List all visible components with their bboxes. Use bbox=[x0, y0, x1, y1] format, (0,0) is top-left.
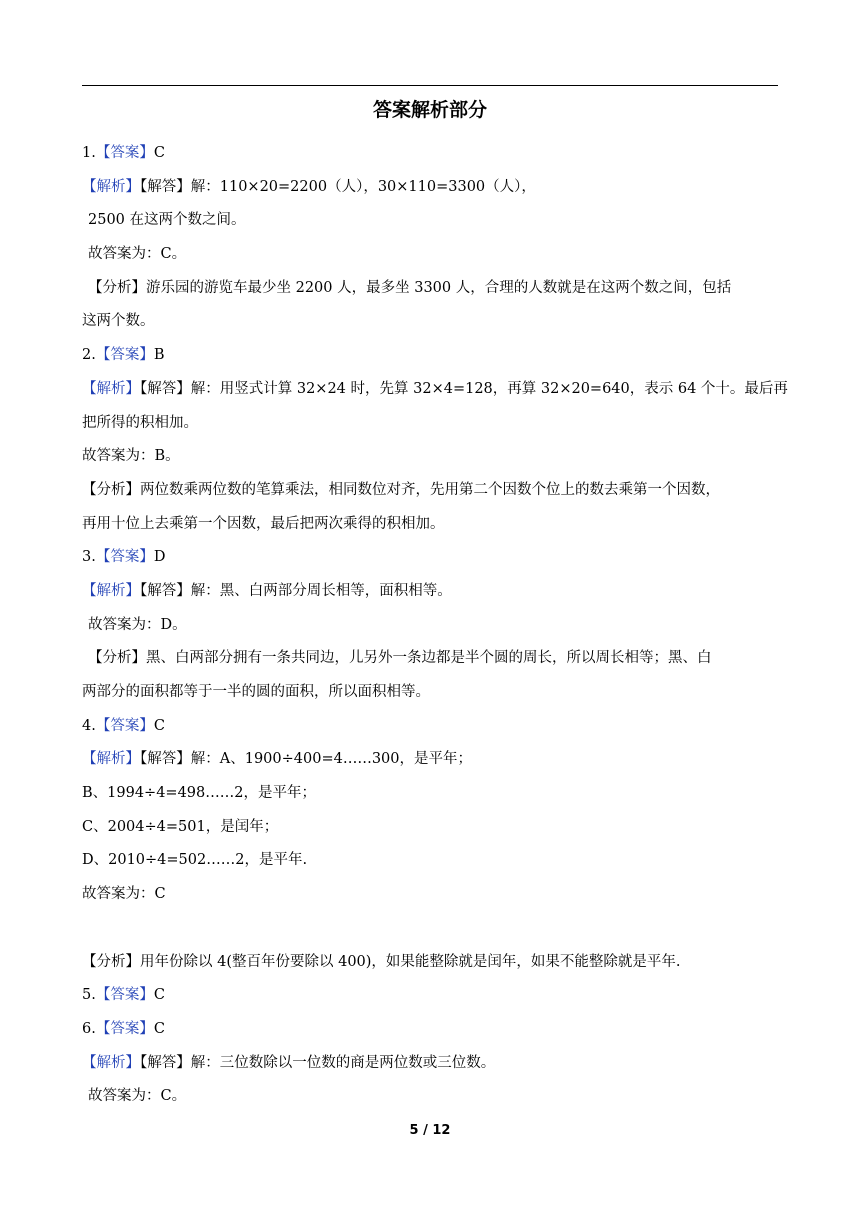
q6-answer-line bbox=[82, 1013, 782, 1047]
q2-text-1: 【解答】解：用竖式计算 32×24 时，先算 32×4=128，再算 32×20=640，表示 64 个十。最后再 bbox=[140, 380, 788, 397]
q4-solution-line bbox=[82, 743, 782, 777]
q1-text-5: 这两个数。 bbox=[82, 313, 155, 330]
q3-answer-tag: 【答案】 bbox=[95, 549, 154, 566]
q4-answer-tag: 【答案】 bbox=[95, 717, 154, 734]
q4-text-3: C、2004÷4=501，是闰年； bbox=[82, 818, 279, 835]
q3-text-4: 两部分的面积都等于一半的圆的面积，所以面积相等。 bbox=[82, 684, 430, 700]
q1-answer-tag: 【答案】 bbox=[95, 145, 154, 161]
q3-number: 3. bbox=[82, 549, 96, 566]
q6-solution-line bbox=[82, 1047, 782, 1081]
q1-number: 1. bbox=[82, 145, 96, 161]
q5-answer-line bbox=[82, 979, 782, 1013]
q1-solution-line bbox=[82, 171, 782, 205]
q1-answer-line bbox=[82, 137, 782, 171]
q1-text-1: 【解答】解：110×20=2200（人），30×110=3300（人）， bbox=[140, 178, 536, 195]
page-number: 5 / 12 bbox=[409, 1123, 451, 1138]
q6-text-1: 【解答】解：三位数除以一位数的商是两位数或三位数。 bbox=[140, 1054, 496, 1071]
q4-text-2: B、1994÷4=498……2，是平年； bbox=[82, 785, 316, 802]
q5-answer-value: C bbox=[153, 987, 165, 1004]
q2-solution-line bbox=[82, 373, 788, 407]
q4-answer-line bbox=[82, 710, 782, 744]
q4-text-6: 【分析】用年份除以 4(整百年份要除以 400)，如果能整除就是闰年，如果不能整除就是平年. bbox=[82, 953, 681, 970]
q3-jiexi-tag: 【解析】 bbox=[82, 582, 140, 599]
q2-text-4: 【分析】两位数乘两位数的笔算乘法，相同数位对齐，先用第二个因数个位上的数去乘第一个因数， bbox=[82, 481, 720, 498]
header-rule bbox=[82, 85, 778, 86]
q6-answer-tag: 【答案】 bbox=[95, 1020, 154, 1037]
q4-number: 4. bbox=[82, 717, 96, 734]
q6-text-2: 故答案为：C。 bbox=[88, 1088, 187, 1105]
q2-jiexi-tag: 【解析】 bbox=[82, 380, 140, 397]
q4-text-5: 故答案为：C bbox=[82, 886, 166, 903]
q1-text-4: 【分析】游乐园的游览车最少坐 2200 人，最多坐 3300 人，合理的人数就是在这两个数之间，包括 bbox=[88, 279, 732, 296]
q2-text-5: 再用十位上去乘第一个因数，最后把两次乘得的积相加。 bbox=[82, 515, 445, 532]
q6-number: 6. bbox=[82, 1020, 96, 1037]
q6-answer-value: C bbox=[153, 1020, 165, 1037]
q3-text-2: 故答案为：D。 bbox=[88, 616, 187, 633]
answer-content bbox=[82, 137, 788, 1114]
q3-text-1: 【解答】解：黑、白两部分周长相等，面积相等。 bbox=[140, 582, 452, 599]
q2-number: 2. bbox=[82, 347, 96, 364]
q2-answer-line bbox=[82, 339, 782, 373]
q4-answer-value: C bbox=[153, 717, 165, 734]
q1-text-3: 故答案为：C。 bbox=[88, 246, 187, 263]
q6-jiexi-tag: 【解析】 bbox=[82, 1054, 140, 1071]
q3-answer-line bbox=[82, 541, 782, 575]
q1-answer-value: C bbox=[153, 145, 165, 161]
q1-text-2: 2500 在这两个数之间。 bbox=[88, 212, 246, 229]
q4-text-4: D、2010÷4=502……2，是平年. bbox=[82, 852, 308, 869]
q5-number: 5. bbox=[82, 987, 96, 1004]
q2-answer-tag: 【答案】 bbox=[95, 347, 154, 364]
q5-answer-tag: 【答案】 bbox=[95, 987, 154, 1004]
q4-text-1: 【解答】解：A、1900÷400=4……300，是平年； bbox=[140, 751, 472, 768]
q3-text-3: 【分析】黑、白两部分拥有一条共同边，儿另外一条边都是半个圆的周长，所以周长相等；黑、白 bbox=[88, 650, 712, 667]
q3-solution-line bbox=[82, 575, 782, 609]
q2-answer-value: B bbox=[153, 347, 165, 364]
q2-text-2: 把所得的积相加。 bbox=[82, 414, 198, 431]
q3-answer-value: D bbox=[153, 549, 166, 566]
q1-jiexi-tag: 【解析】 bbox=[82, 178, 140, 195]
q4-jiexi-tag: 【解析】 bbox=[82, 751, 140, 768]
q2-text-3: 故答案为：B。 bbox=[82, 448, 180, 465]
page-title: 答案解析部分 bbox=[372, 99, 487, 121]
blank-spacer bbox=[82, 912, 782, 946]
